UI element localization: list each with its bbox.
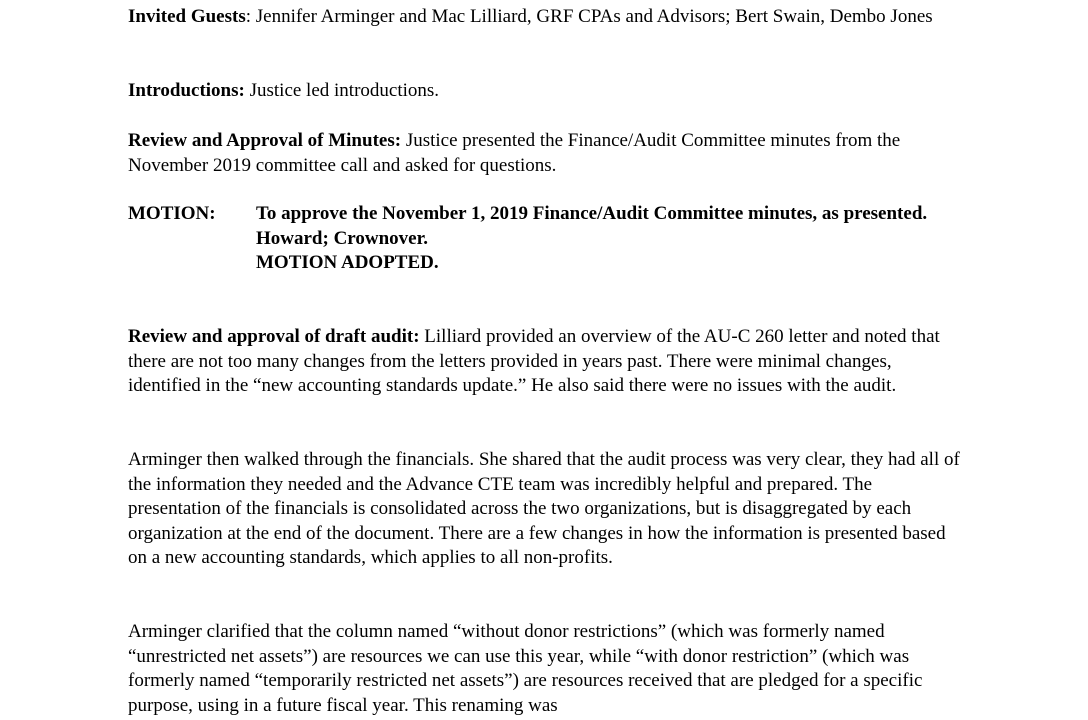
review-audit-paragraph xyxy=(128,325,963,399)
review-minutes-text: Justice presented the Finance/Audit Committee minutes from the November 2019 committee call and asked for questions. xyxy=(128,130,901,176)
motion-text: To approve the November 1, 2019 Finance/Audit Committee minutes, as presented. xyxy=(256,203,928,224)
invited-guests-label: Invited Guests xyxy=(128,6,246,27)
introductions-text: Justice led introductions. xyxy=(244,80,440,101)
motion-movers: Howard; Crownover. xyxy=(256,227,429,249)
review-audit-text: Lilliard provided an overview of the AU-C 260 letter and noted that there are not too many changes from the letters provided in years past. There were minimal changes, identified in the “new accounting standards update.” He also said there were no issues with the audit. xyxy=(128,326,940,396)
review-minutes-paragraph xyxy=(128,129,963,178)
review-minutes-label: Review and Approval of Minutes: xyxy=(128,130,402,151)
invited-guests-paragraph xyxy=(128,5,963,30)
review-audit-label: Review and approval of draft audit: xyxy=(128,326,420,347)
motion-result: MOTION ADOPTED. xyxy=(256,252,439,273)
motion-label: MOTION: xyxy=(128,203,216,224)
introductions-paragraph xyxy=(128,79,963,104)
columns-paragraph: Arminger clarified that the column named “without donor restrictions” (which was formerly named “unrestricted net assets”) are resources we can use this year, while “with donor restriction” (which was formerly named “temporarily restricted net assets”) are resources received that are pledged for a specific purpose, using in a future fiscal year. This renaming was xyxy=(128,621,923,716)
invited-guests-text: : Jennifer Arminger and Mac Lilliard, GRF CPAs and Advisors; Bert Swain, Dembo Jones xyxy=(245,6,933,27)
motion-body xyxy=(256,202,956,276)
introductions-label: Introductions: xyxy=(128,80,245,101)
financials-paragraph: Arminger then walked through the financials. She shared that the audit process was very clear, they had all of the information they needed and the Advance CTE team was incredibly helpful and prepared. The presentation of the financials is consolidated across the two organizations, but is disaggregated by each organization at the end of the document. There are a few changes in how the information is presented based on a new accounting standards, which applies to all non-profits. xyxy=(128,449,960,568)
